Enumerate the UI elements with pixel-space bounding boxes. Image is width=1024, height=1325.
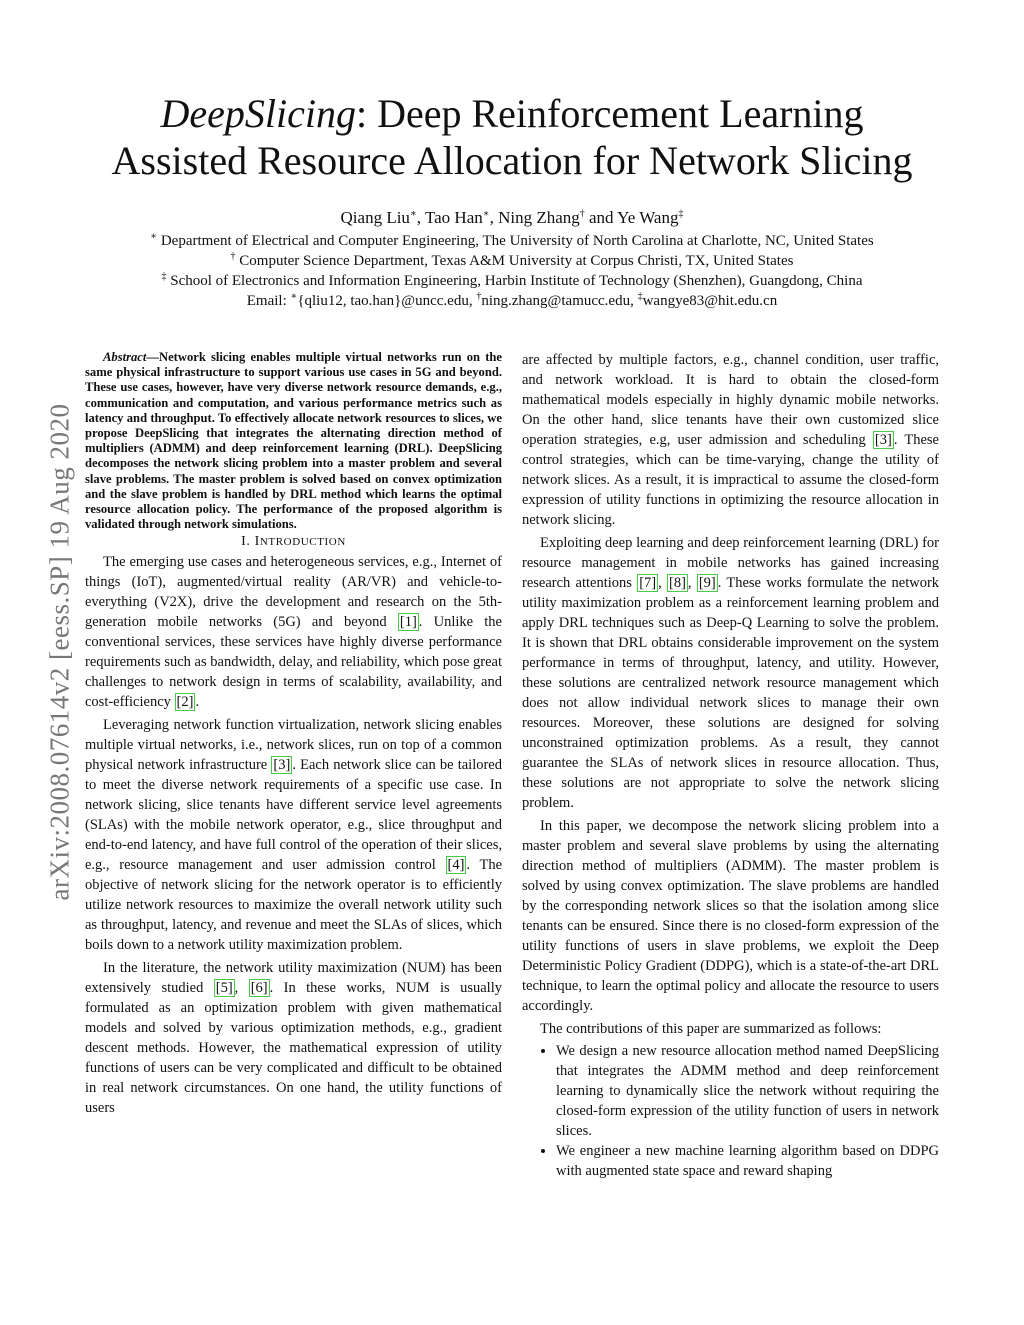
text-run: . — [195, 694, 200, 711]
text-run: . The objective of network slicing for the network operator is to efficiently utilize network resources to maximize the overall network utility such as throughput, latency, and revenue and meet the SLAs of slices, which boils down to a network utility maximization problem. — [85, 857, 503, 954]
citation-link[interactable]: [4] — [447, 857, 465, 874]
author-list: Qiang Liu∗, Tao Han∗, Ning Zhang† and Ye Wang‡ — [340, 208, 684, 227]
text-run: Leveraging network function virtualization, network slicing enables multiple virtual networks, i.e., network slices, run on top of a common physical network infrastructure — [85, 717, 502, 774]
section-heading-introduction — [85, 532, 502, 552]
text-run: , — [687, 575, 697, 591]
citation-link[interactable]: [2] — [176, 694, 194, 711]
citation-link[interactable]: [5] — [215, 980, 233, 997]
affiliation-mark: ∗ — [150, 231, 158, 242]
author-mark: ∗ — [409, 208, 417, 220]
affiliation-mark: † — [230, 251, 236, 262]
author-mark: ∗ — [482, 208, 490, 220]
paper-title-line-1 — [0, 90, 1024, 138]
affiliation-text: Computer Science Department, Texas A&M University at Corpus Christi, TX, United States — [239, 253, 794, 269]
section-heading-initial: I — [254, 534, 260, 550]
text-run: . These control strategies, which can be time-varying, change the utility of network slices. As a result, it is impractical to assume the closed-form expression of utility functions in optimizing the resource allocation in network slicing. — [522, 432, 939, 528]
affiliation-3 — [0, 271, 1024, 291]
affiliation-text: School of Electronics and Information Engineering, Harbin Institute of Technology (Shenzhen), Guangdong, China — [170, 273, 863, 289]
title-rest: : Deep Reinforcement Learning — [355, 91, 864, 136]
paragraph — [85, 552, 502, 712]
text-run: . Each network slice can be tailored to meet the diverse network requirements of a specific use case. In network slicing, slice tenants have different service level agreements (SLAs) with the mobile network operator, e.g., slice throughput and end-to-end latency, and have full control of the operation of their slices, e.g., resource management and user admission control — [85, 757, 502, 874]
affiliation-text: Department of Electrical and Computer Engineering, The University of North Carolina at Charlotte, NC, United States — [160, 233, 874, 249]
author-name: Ye Wang — [617, 208, 679, 227]
affiliation-1 — [0, 231, 1024, 251]
citation-link[interactable]: [9] — [698, 575, 716, 591]
email-mark: ∗ — [290, 291, 298, 302]
paragraph — [85, 715, 502, 955]
arxiv-sidebar[interactable]: arXiv:2008.07614v2 [eess.SP] 19 Aug 2020 — [44, 403, 75, 901]
title-italic: DeepSlicing — [160, 91, 356, 136]
affiliation-mark: ‡ — [161, 271, 167, 282]
right-column — [522, 350, 939, 1181]
contribution-list — [522, 1041, 939, 1181]
text-run: are affected by multiple factors, e.g., channel condition, user traffic, and network workload. It is hard to obtain the closed-form mathematical models especially in highly dynamic mobile networks. On the other hand, slice tenants have their own customized slice operation strategies, e.g, user admission and scheduling — [522, 352, 939, 448]
citation-link[interactable]: [6] — [250, 980, 268, 997]
text-run: . In these works, NUM is usually formulated as an optimization problem with given mathematical models and solved by various optimization methods, e.g., gradient descent methods. However, the mathematical expression of utility functions of users can be very complicated and difficult to be obtained in real network circumstances. On one hand, the utility functions of users — [85, 980, 502, 1117]
paper-title-line-2: Assisted Resource Allocation for Network Slicing — [111, 138, 913, 183]
text-run: , — [658, 575, 667, 591]
author-mark: † — [579, 208, 585, 220]
email-2[interactable]: ning.zhang@tamucc.edu, — [481, 293, 634, 309]
left-column — [85, 350, 502, 1118]
abstract-text: —Network slicing enables multiple virtual networks run on the same physical infrastructure to support various use cases in 5G and beyond. These use cases, however, have very diverse network resource demands, e.g., communication and computation, and various performance metrics such as latency and throughput. To effectively allocate network resources to slices, we propose DeepSlicing that integrates the alternating direction method of multipliers (ADMM) and deep reinforcement learning (DRL). DeepSlicing decomposes the network slicing problem into a master problem and several slave problems. The master problem is solved based on convex optimization and the slave problem is handled by DRL method which learns the optimal resource allocation policy. The performance of the proposed algorithm is validated through network simulations. — [85, 350, 502, 532]
citation-link[interactable]: [8] — [669, 575, 686, 591]
email-3[interactable]: wangye83@hit.edu.cn — [642, 293, 778, 309]
citation-link[interactable]: [3] — [273, 757, 291, 774]
citation-link[interactable]: [3] — [874, 432, 892, 448]
paragraph — [522, 533, 939, 813]
list-item: • We design a new resource allocation method named DeepSlicing that integrates the ADMM method and deep reinforcement learning to dynamically slice the network without requiring the closed-form expression of the utility function of users in network slices. — [556, 1041, 939, 1141]
citation-link[interactable]: [1] — [399, 614, 417, 631]
paragraph — [522, 350, 939, 530]
affiliation-2 — [0, 251, 1024, 271]
text-run: Exploiting deep learning and deep reinforcement learning (DRL) for resource management in mobile networks has gained increasing research attentions — [522, 535, 939, 591]
author-name: Ning Zhang — [498, 208, 580, 227]
author-name: Tao Han — [424, 208, 483, 227]
email-1[interactable]: {qliu12, tao.han}@uncc.edu, — [297, 293, 473, 309]
email-line — [0, 291, 1024, 311]
author-mark: ‡ — [678, 208, 684, 220]
list-item: • We engineer a new machine learning algorithm based on DDPG with augmented state space and reward shaping — [556, 1141, 939, 1181]
paragraph: The contributions of this paper are summarized as follows: — [540, 1021, 882, 1037]
text-run: In the literature, the network utility maximization (NUM) has been extensively studied — [85, 960, 502, 997]
text-run: The emerging use cases and heterogeneous services, e.g., Internet of things (IoT), augmented/virtual reality (AR/VR) and vehicle-to-everything (V2X), drive the development and research on the 5th-generation mobile networks (5G) and beyond — [85, 554, 502, 631]
citation-link[interactable]: [7] — [639, 575, 657, 591]
section-number: I. — [241, 534, 251, 550]
author-connector: and — [589, 208, 614, 227]
email-mark: † — [476, 291, 482, 302]
author-name: Qiang Liu — [340, 208, 410, 227]
section-heading-rest: NTRODUCTION — [259, 536, 346, 549]
text-run: . These works formulate the network utility maximization problem as a reinforcement learning problem and apply DRL techniques such as Deep-Q Learning to solve the problem. It is shown that DRL obtains considerable improvement on the system performance in terms of throughput, latency, and utility. However, these solutions are centralized network resource management which does not allow individual network slices to manage their own resources. Moreover, these solutions are designed for solving unconstrained optimization problems. As a result, they cannot guarantee the SLAs of network slices in resource allocation. Thus, these solutions are not appropriate to solve the network slicing problem. — [522, 575, 940, 811]
text-run: . Unlike the conventional services, these services have highly diverse performance requirements such as bandwidth, delay, and reliability, which pose great challenges to network design in terms of scalability, availability, and cost-efficiency — [85, 614, 502, 711]
paragraph — [85, 958, 502, 1118]
abstract-label: Abstract — [103, 350, 147, 364]
text-run: , — [234, 980, 249, 997]
paragraph: In this paper, we decompose the network slicing problem into a master problem and several slave problems by using the alternating direction method of multipliers (ADMM). The master problem is solved by using convex optimization. The slave problems are handled by the corresponding network slices so that the isolation among slice tenants can be ensured. Since there is no closed-form expression of the utility functions of users in slave problems, we exploit the Deep Deterministic Policy Gradient (DDPG), which is a state-of-the-art DRL technique, to learn the optimal policy and allocate the resource to users accordingly. — [522, 818, 939, 1014]
abstract — [85, 350, 502, 532]
email-mark: ‡ — [637, 291, 643, 302]
email-label: Email: — [246, 293, 287, 309]
